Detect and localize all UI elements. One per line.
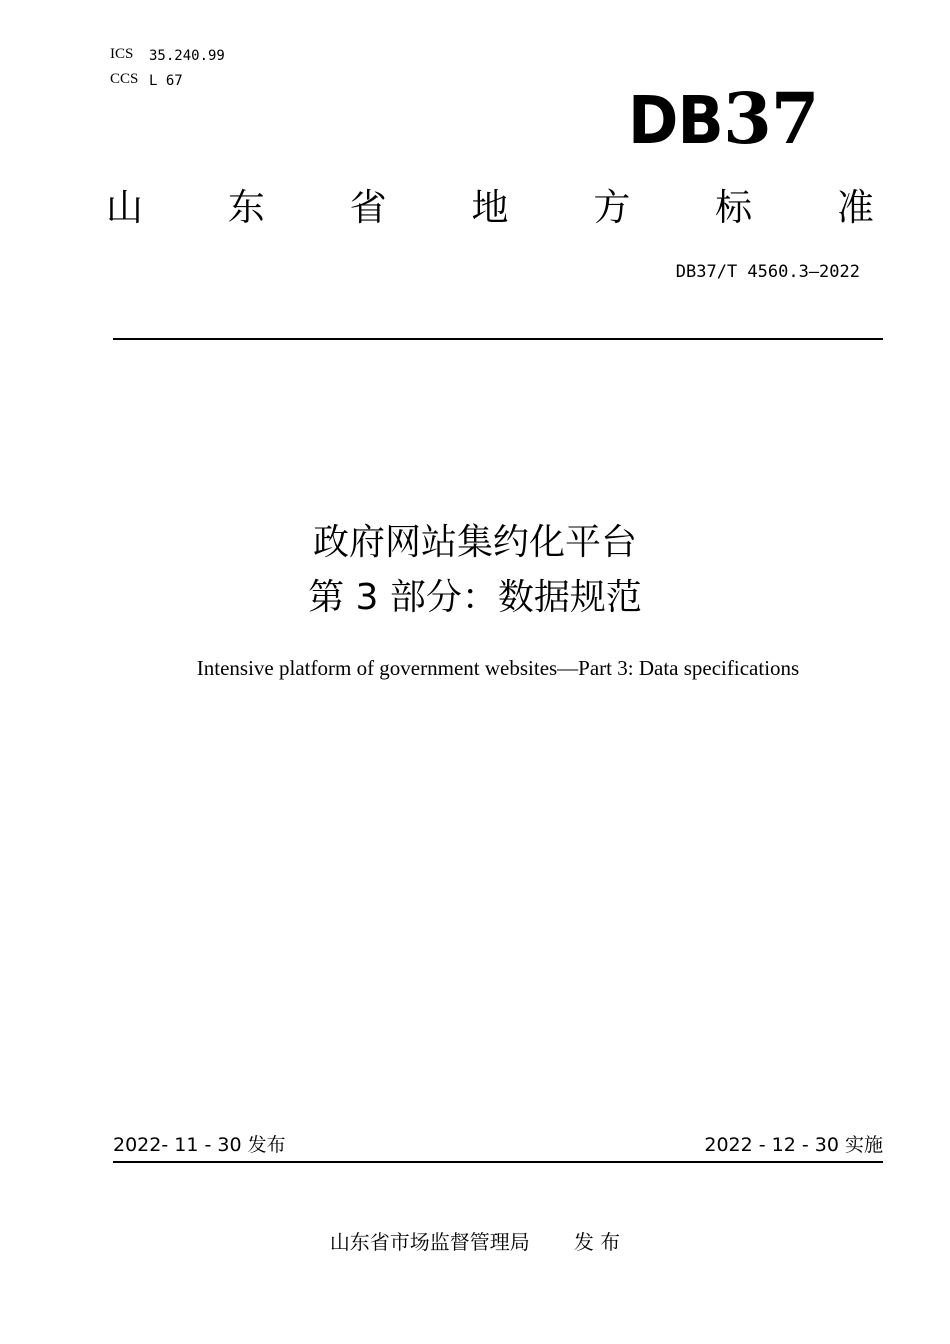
title-cn-line2: 第 3 部分：数据规范	[308, 577, 642, 618]
db37-logo	[628, 77, 819, 160]
implement-date: 2022 - 12 - 30 实施	[704, 1134, 883, 1156]
top-divider	[113, 338, 883, 340]
standard-type-char: 东	[227, 186, 265, 229]
ics-value: 35.240.99	[149, 48, 225, 64]
publisher-line	[0, 1228, 950, 1256]
standard-type-heading	[106, 184, 874, 232]
ccs-value: L 67	[149, 73, 183, 89]
standard-type-char: 省	[349, 186, 387, 229]
publisher-name: 山东省市场监督管理局	[329, 1230, 530, 1254]
logo-digits: 37	[723, 77, 819, 160]
logo-letters: DB	[628, 82, 723, 159]
standard-type-char: 方	[593, 186, 631, 229]
ics-label: ICS	[110, 46, 134, 62]
standard-type-char: 山	[106, 186, 143, 229]
ccs-label: CCS	[110, 71, 139, 87]
publish-date: 2022- 11 - 30 发布	[113, 1134, 286, 1156]
standard-type-char: 标	[715, 186, 753, 229]
publisher-action: 发 布	[573, 1230, 621, 1254]
title-en: Intensive platform of government websites—Part 3: Data specifications	[196, 656, 800, 680]
title-cn-line1: 政府网站集约化平台	[312, 522, 637, 563]
standard-type-char: 准	[836, 186, 874, 229]
bottom-divider	[113, 1161, 883, 1163]
standard-type-char: 地	[471, 186, 509, 229]
standard-number: DB37/T 4560.3—2022	[675, 262, 860, 282]
